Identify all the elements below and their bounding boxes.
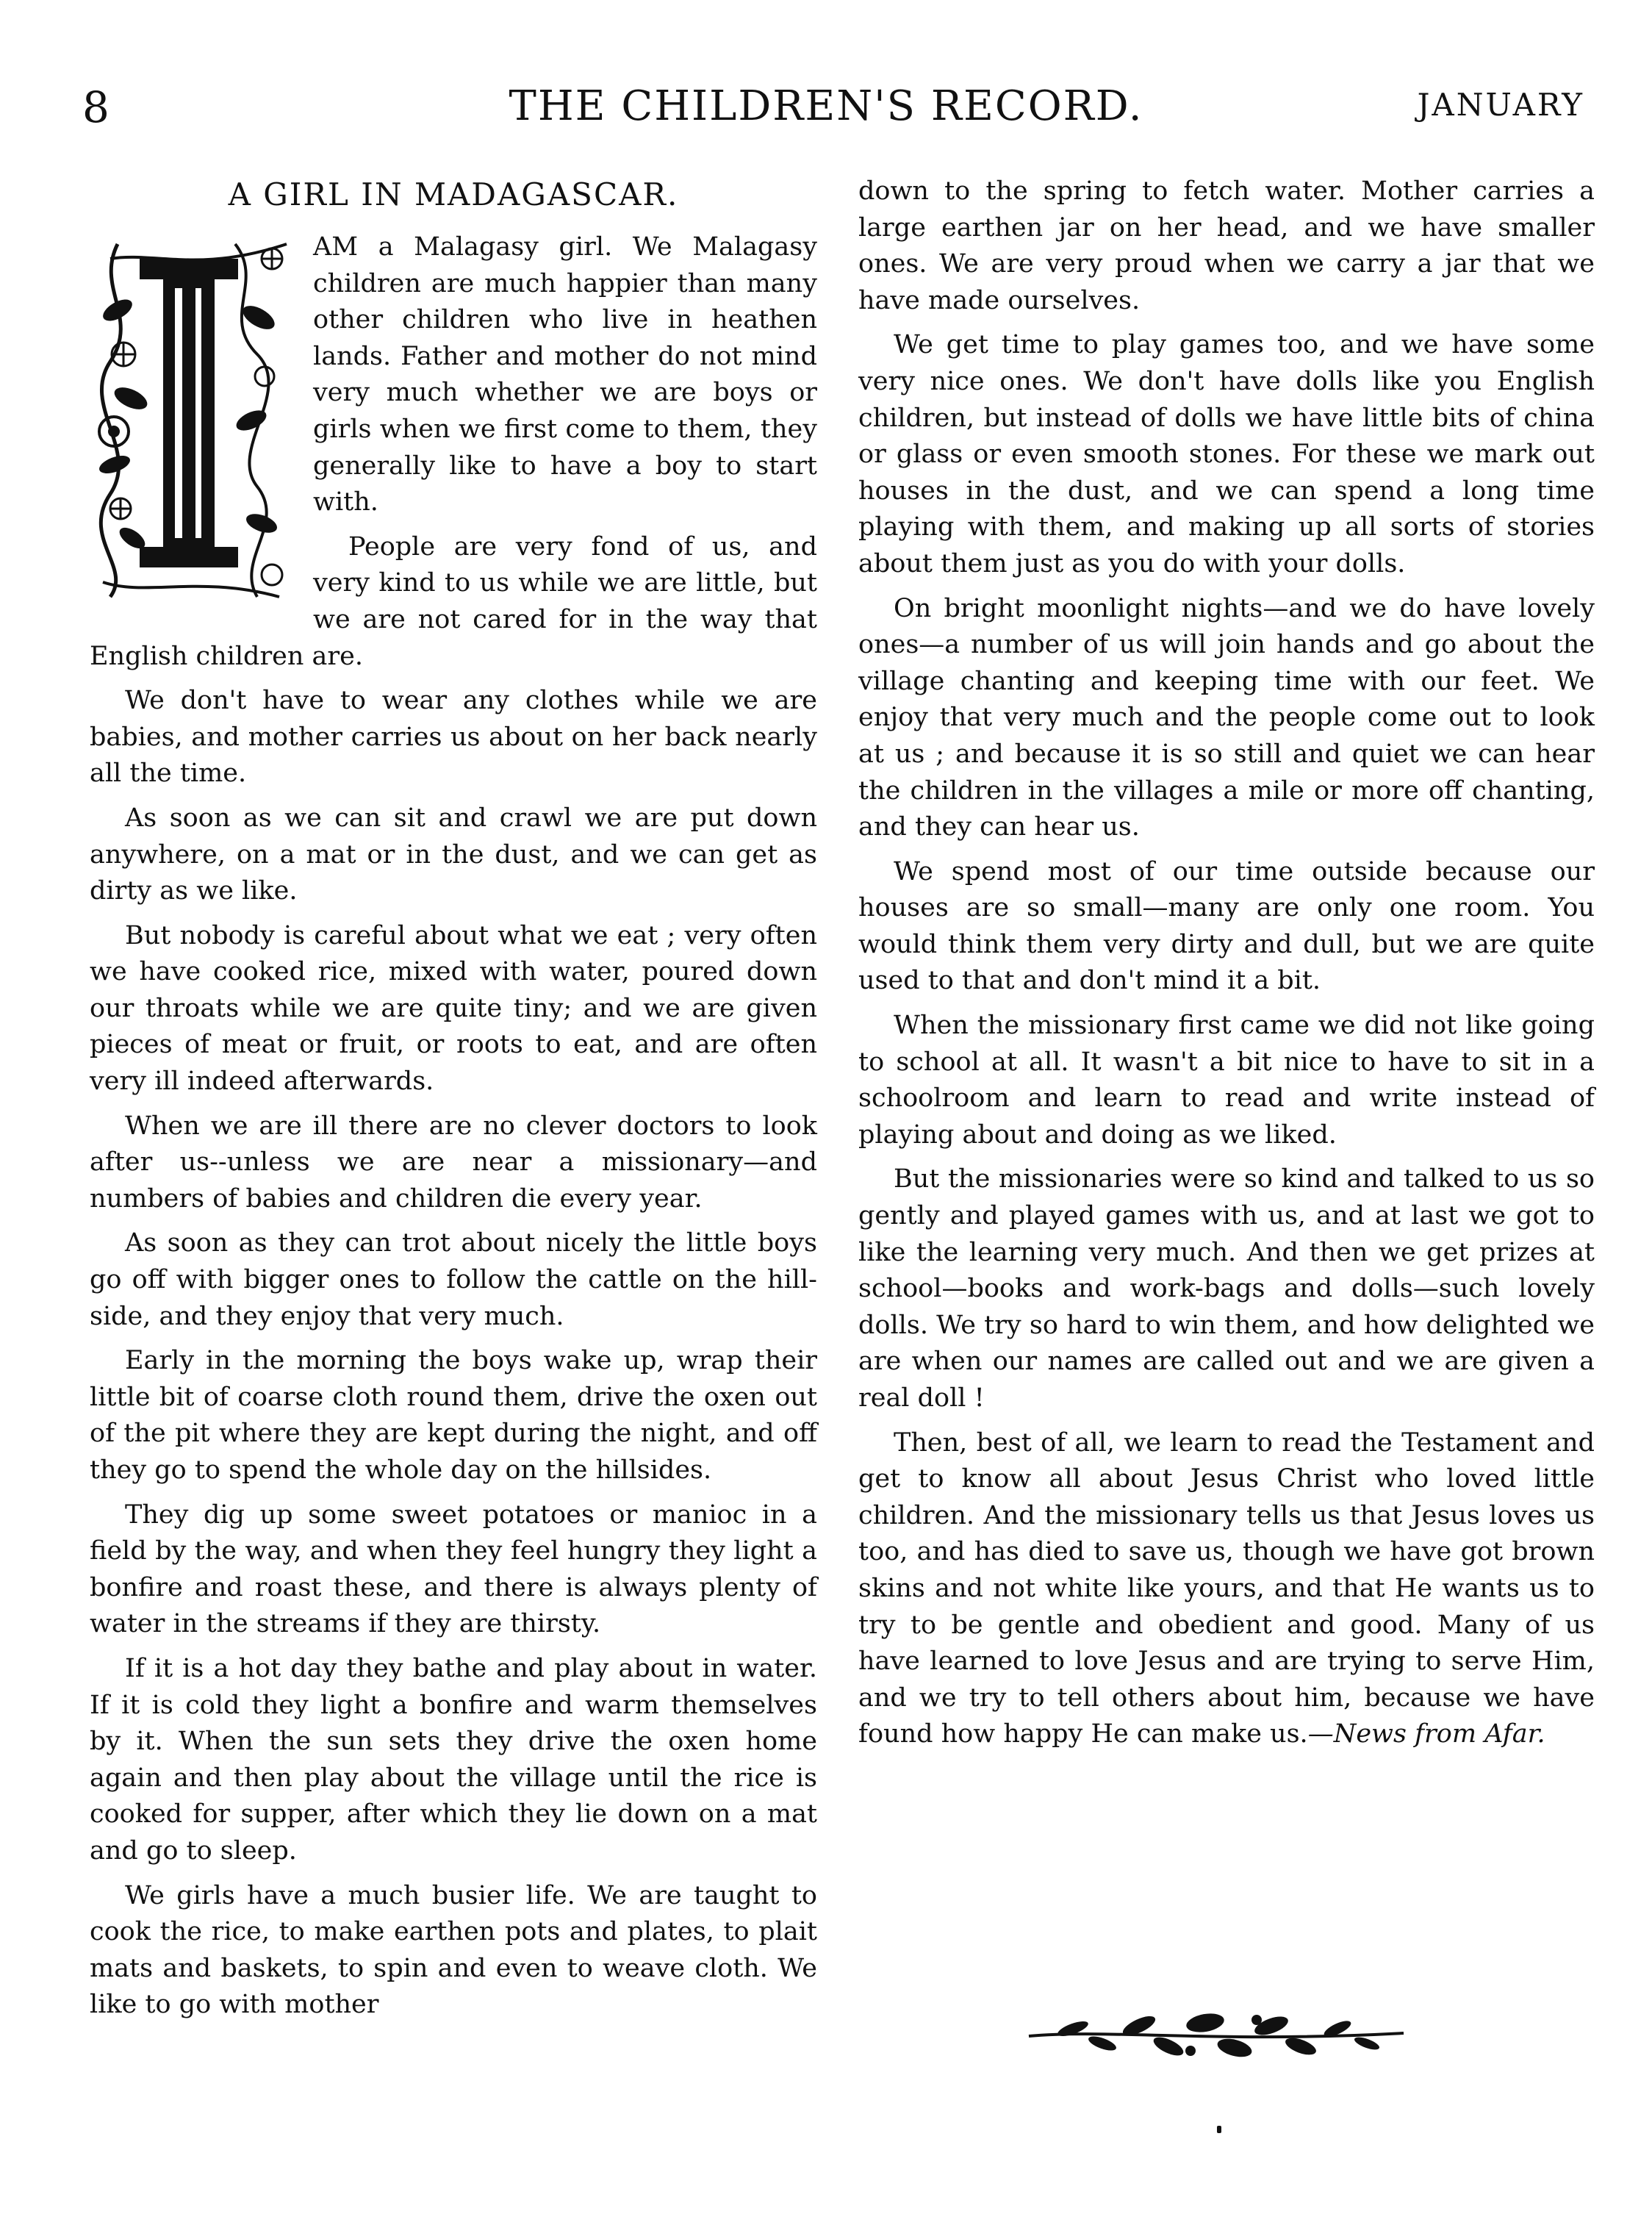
paragraph: We don't have to wear any clothes while we are babies, and mother carries us about on her back nearly all the time.	[90, 686, 817, 789]
source-credit: —News from Afar.	[1307, 1719, 1545, 1749]
ink-speck	[1217, 2126, 1221, 2133]
issue-month: JANUARY	[1417, 87, 1584, 123]
paragraph: If it is a hot day they bathe and play about in water. If it is cold they light a bonfire and warm themselves by it. When the sun sets they drive the oxen home again and then play about the village until the rice is cooked for supper, after which they lie down on a mat and go to sleep.	[90, 1653, 817, 1866]
page-header	[0, 82, 1652, 141]
right-column	[858, 173, 1595, 1761]
paragraph: We girls have a much busier life. We are taught to cook the rice, to make earthen pots and plates, to plait mats and baskets, to spin and even to weave cloth. We like to go with mother	[90, 1880, 817, 2020]
paragraph: They dig up some sweet potatoes or manioc in a field by the way, and when they feel hungry they light a bonfire and roast these, and there is always plenty of water in the streams if they are thirsty.	[90, 1500, 817, 1639]
paragraph: People are very fond of us, and very kind to us while we are little, but we are not cared for in the way that English children are.	[90, 531, 817, 671]
paragraph: When we are ill there are no clever doctors to look after us--unless we are near a missionary—and numbers of babies and children die every year.	[90, 1111, 817, 1214]
journal-title: THE CHILDREN'S RECORD.	[509, 82, 1143, 130]
closing-paragraph	[858, 1425, 1595, 1753]
paragraph: As soon as they can trot about nicely the little boys go off with bigger ones to follow the cattle on the hill-side, and they enjoy that very much.	[90, 1228, 817, 1331]
paragraph: AM a Malagasy girl. We Malagasy children are much happier than many other children who live in heathen lands. Father and mother do not mind very much whether we are boys or girls when we first come to them, they generally like to have a boy to start with.	[313, 232, 817, 517]
paragraph: On bright moonlight nights—and we do have lovely ones—a number of us will join hands and go about the village chanting and keeping time with our feet. We enjoy that very much and the people come out to look at us ; and because it is so still and quiet we can hear the children in the villages a mile or more off chanting, and they can hear us.	[858, 593, 1595, 842]
article-opening	[90, 229, 817, 521]
paragraph: We spend most of our time outside because our houses are so small—many are only one room. You would think them very dirty and dull, but we are quite used to that and don't mind it a bit.	[858, 856, 1595, 996]
floral-initial-I-icon	[88, 229, 300, 612]
paragraph: We get time to play games too, and we have some very nice ones. We don't have dolls like you English children, but instead of dolls we have little bits of china or glass or even smooth stones. For these we mark out houses in the dust, and we can spend a long time playing with them, and making up all sorts of stories about them just as you do with your dolls.	[858, 330, 1595, 578]
paragraph: But the missionaries were so kind and talked to us so gently and played games with us, and at last we got to like the learning very much. And then we get prizes at school—books and work-bags and dolls—such lovely dolls. We try so hard to win them, and how delighted we are when our names are called out and we are given a real doll !	[858, 1164, 1595, 1413]
paragraph: But nobody is careful about what we eat ; very often we have cooked rice, mixed with water, poured down our throats while we are quite tiny; and we are given pieces of meat or fruit, or roots to eat, and are often very ill indeed afterwards.	[90, 920, 817, 1097]
paragraph-text: Then, best of all, we learn to read the Testament and get to know all about Jesus Christ who loved little children. And the missionary tells us that Jesus loves us too, and has died to save us, though we have got brown skins and not white like yours, and that He wants us to try to be gentle and obedient and good. Many of us have learned to love Jesus and are trying to serve Him, and we try to tell others about him, because we have found how happy He can make us.	[858, 1427, 1595, 1749]
leaf-sprig-ornament-icon	[1021, 2007, 1411, 2068]
paragraph: down to the spring to fetch water. Mother carries a large earthen jar on her head, and we have smaller ones. We are very proud when we carry a jar that we have made ourselves.	[858, 176, 1595, 315]
paragraph: Early in the morning the boys wake up, wrap their little bit of coarse cloth round them, drive the oxen out of the pit where they are kept during the night, and off they go to spend the whole day on the hillsides.	[90, 1346, 817, 1485]
paragraph: When the missionary first came we did not like going to school at all. It wasn't a bit nice to have to sit in a schoolroom and learn to read and write instead of playing about and doing as we liked.	[858, 1011, 1595, 1150]
article-title: A GIRL IN MADAGASCAR.	[228, 176, 679, 212]
left-column	[90, 173, 817, 2032]
paragraph: As soon as we can sit and crawl we are put down anywhere, on a mat or in the dust, and we can get as dirty as we like.	[90, 803, 817, 906]
page-number: 8	[82, 82, 109, 132]
